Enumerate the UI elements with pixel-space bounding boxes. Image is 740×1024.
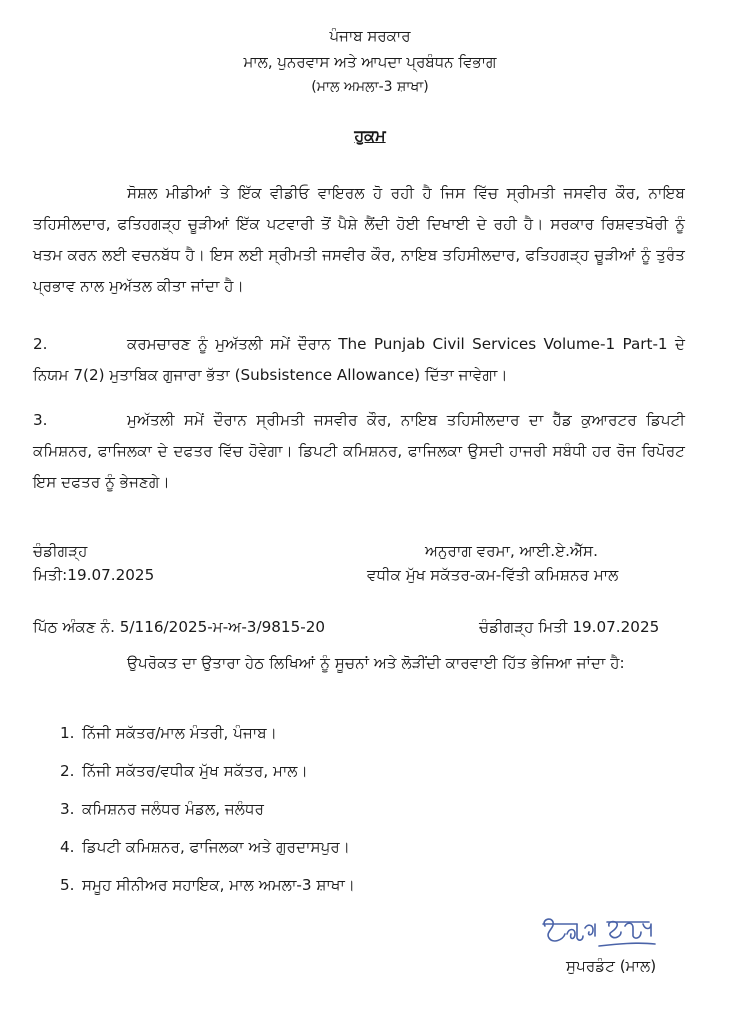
list-item	[60, 762, 308, 781]
list-item	[60, 838, 350, 857]
officer-name: ਅਨੁਰਾਗ ਵਰਮਾ, ਆਈ.ਏ.ਐੱਸ.	[425, 542, 598, 560]
branch-name: (ਮਾਲ ਅਮਲਾ-3 ਸ਼ਾਖਾ)	[311, 79, 429, 95]
designation: ਸੁਪਰਡੰਟ (ਮਾਲ)	[566, 957, 657, 975]
list-item-number: 3.	[60, 800, 75, 818]
order-title: ਹੁਕਮ	[354, 126, 386, 145]
list-item	[60, 724, 277, 743]
paragraph-3	[33, 405, 685, 498]
paragraph-2-number: 2.	[33, 335, 48, 353]
officer-title: ਵਧੀਕ ਮੁੱਖ ਸਕੱਤਰ-ਕਮ-ਵਿੱਤੀ ਕਮਿਸ਼ਨਰ ਮਾਲ	[367, 566, 619, 584]
department-name: ਮਾਲ, ਪੁਨਰਵਾਸ ਅਤੇ ਆਪਦਾ ਪ੍ਰਬੰਧਨ ਵਿਭਾਗ	[243, 53, 497, 71]
list-item-text: ਨਿੱਜੀ ਸਕੱਤਰ/ਵਧੀਕ ਮੁੱਖ ਸਕੱਤਰ, ਮਾਲ।	[82, 762, 308, 780]
paragraph-3-number: 3.	[33, 411, 48, 429]
list-item-text: ਡਿਪਟੀ ਕਮਿਸ਼ਨਰ, ਫਾਜਿਲਕਾ ਅਤੇ ਗੁਰਦਾਸਪੁਰ।	[82, 838, 351, 856]
paragraph-2	[33, 329, 685, 391]
endorsement-row	[33, 618, 685, 637]
list-item-text: ਕਮਿਸ਼ਨਰ ਜਲੰਧਰ ਮੰਡਲ, ਜਲੰਧਰ	[82, 800, 265, 818]
handwritten-signature	[537, 912, 667, 952]
signoff-date: ਮਿਤੀ:19.07.2025	[33, 566, 155, 584]
endorsement-number: ਪਿੱਠ ਅੰਕਣ ਨੰ. 5/116/2025-ਮ-ਅ-3/9815-20	[33, 618, 326, 636]
list-item-number: 2.	[60, 762, 75, 780]
copy-forwarded-text: ਉਪਰੋਕਤ ਦਾ ਉਤਾਰਾ ਹੇਠ ਲਿਖਿਆਂ ਨੂੰ ਸੂਚਨਾਂ ਅਤੇ ਲੋੜੀਂਦੀ ਕਾਰਵਾਈ ਹਿੱਤ ਭੇਜਿਆ ਜਾਂਦਾ ਹੈ:	[127, 654, 625, 672]
endorsement-place-date: ਚੰਡੀਗੜ੍ਹ ਮਿਤੀ 19.07.2025	[479, 618, 660, 636]
paragraph-3-text: ਮੁਅੱਤਲੀ ਸਮੇਂ ਦੌਰਾਨ ਸ੍ਰੀਮਤੀ ਜਸਵੀਰ ਕੌਰ, ਨਾਇਬ ਤਹਿਸੀਲਦਾਰ ਦਾ ਹੈੱਡ ਕੁਆਰਟਰ ਡਿਪਟੀ ਕਮਿਸ਼ਨਰ, ਫਾਜਿਲਕਾ ਦੇ ਦਫਤਰ ਵਿੱਚ ਹੋਵੇਗਾ। ਡਿਪਟੀ ਕਮਿਸ਼ਨਰ, ਫਾਜਿਲਕਾ ਉਸਦੀ ਹਾਜਰੀ ਸਬੰਧੀ ਹਰ ਰੋਜ ਰਿਪੋਰਟ ਇਸ ਦਫਤਰ ਨੂੰ ਭੇਜਣਗੇ।	[33, 411, 685, 491]
government-name: ਪੰਜਾਬ ਸਰਕਾਰ	[329, 27, 411, 45]
list-item-number: 5.	[60, 876, 75, 894]
signoff-place: ਚੰਡੀਗੜ੍ਹ	[33, 542, 88, 560]
list-item	[60, 876, 355, 895]
list-item	[60, 800, 264, 819]
paragraph-1: ਸੋਸ਼ਲ ਮੀਡੀਆਂ ਤੇ ਇੱਕ ਵੀਡੀਓ ਵਾਇਰਲ ਹੋ ਰਹੀ ਹੈ ਜਿਸ ਵਿੱਚ ਸ੍ਰੀਮਤੀ ਜਸਵੀਰ ਕੌਰ, ਨਾਇਬ ਤਹਿਸੀਲਦਾਰ, ਫਤਿਹਗੜ੍ਹ ਚੂੜੀਆਂ ਇੱਕ ਪਟਵਾਰੀ ਤੋਂ ਪੈਸ਼ੇ ਲੈਂਦੀ ਹੋਈ ਦਿਖਾਈ ਦੇ ਰਹੀ ਹੈ। ਸਰਕਾਰ ਰਿਸ਼ਵਤਖੋਰੀ ਨੂੰ ਖਤਮ ਕਰਨ ਲਈ ਵਚਨਬੱਧ ਹੈ। ਇਸ ਲਈ ਸ੍ਰੀਮਤੀ ਜਸਵੀਰ ਕੌਰ, ਨਾਇਬ ਤਹਿਸੀਲਦਾਰ, ਫਤਿਹਗੜ੍ਹ ਚੂੜੀਆਂ ਨੂੰ ਤੁਰੰਤ ਪ੍ਰਭਾਵ ਨਾਲ ਮੁਅੱਤਲ ਕੀਤਾ ਜਾਂਦਾ ਹੈ।	[33, 184, 685, 295]
list-item-number: 4.	[60, 838, 75, 856]
signoff-row-1	[33, 542, 685, 561]
paragraph-2-text: ਕਰਮਚਾਰਣ ਨੂੰ ਮੁਅੱਤਲੀ ਸਮੇਂ ਦੌਰਾਨ The Punjab Civil Services Volume-1 Part-1 ਦੇ ਨਿਯਮ 7(2) ਮੁਤਾਬਿਕ ਗੁਜਾਰਾ ਭੱਤਾ (Subsistence Allowance) ਦਿੱਤਾ ਜਾਵੇਗਾ।	[33, 335, 685, 384]
list-item-text: ਨਿੱਜੀ ਸਕੱਤਰ/ਮਾਲ ਮੰਤਰੀ, ਪੰਜਾਬ।	[82, 724, 277, 742]
list-item-number: 1.	[60, 724, 75, 742]
list-item-text: ਸਮੂਹ ਸੀਨੀਅਰ ਸਹਾਇਕ, ਮਾਲ ਅਮਲਾ-3 ਸ਼ਾਖਾ।	[82, 876, 356, 894]
signoff-row-2	[33, 566, 685, 585]
